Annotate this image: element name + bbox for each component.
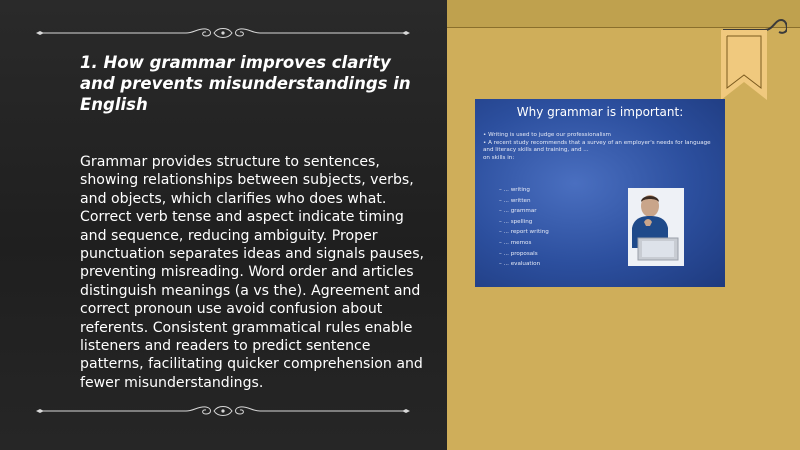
- embedded-slide-thumbnail: [475, 99, 725, 287]
- ornamental-divider-icon: [36, 26, 410, 40]
- ornamental-divider-icon: [36, 404, 410, 418]
- thumbnail-bullet: on skills in:: [483, 154, 515, 161]
- thumbnail-bullet: • A recent study recommends that a survey of an employer's needs for language and literacy skills and training, and ...: [483, 140, 713, 155]
- slide-title: 1. How grammar improves clarity and prevents misunderstandings in English: [80, 53, 411, 114]
- thumbnail-sub-item: – ... proposals: [499, 249, 549, 260]
- thumbnail-bullet: • Writing is used to judge our professionalism: [483, 132, 713, 140]
- thumbnail-sub-item: – ... memos: [499, 238, 549, 249]
- person-at-laptop-photo: [628, 188, 684, 266]
- thumbnail-sub-item: – ... grammar: [499, 206, 549, 217]
- thumbnail-sub-item: – ... writing: [499, 185, 549, 196]
- thumbnail-sub-items: [499, 185, 549, 270]
- thumbnail-sub-item: – ... written: [499, 196, 549, 207]
- slide-body-text: Grammar provides structure to sentences, showing relationships between subjects, verbs, and objects, which clarifies who does what. Correct verb tense and aspect indicate timing and sequence, reducing ambiguity. Proper punctuation separates ideas and signals pauses, preventing misreading. Word order and articles distinguish meanings (a vs the). Agreement and correct pronoun use avoid confusion about referents. Consistent grammatical rules enable listeners and readers to predict sentence patterns, facilitating quicker comprehension and fewer misunderstandings.: [80, 154, 425, 391]
- thumbnail-bullets: [483, 132, 713, 162]
- thumbnail-sub-item: – ... report writing: [499, 227, 549, 238]
- bookmark-ribbon-icon: [715, 16, 787, 104]
- thumbnail-sub-item: – ... spelling: [499, 217, 549, 228]
- thumbnail-sub-item: – ... evaluation: [499, 259, 549, 270]
- thumbnail-title: Why grammar is important:: [516, 105, 684, 119]
